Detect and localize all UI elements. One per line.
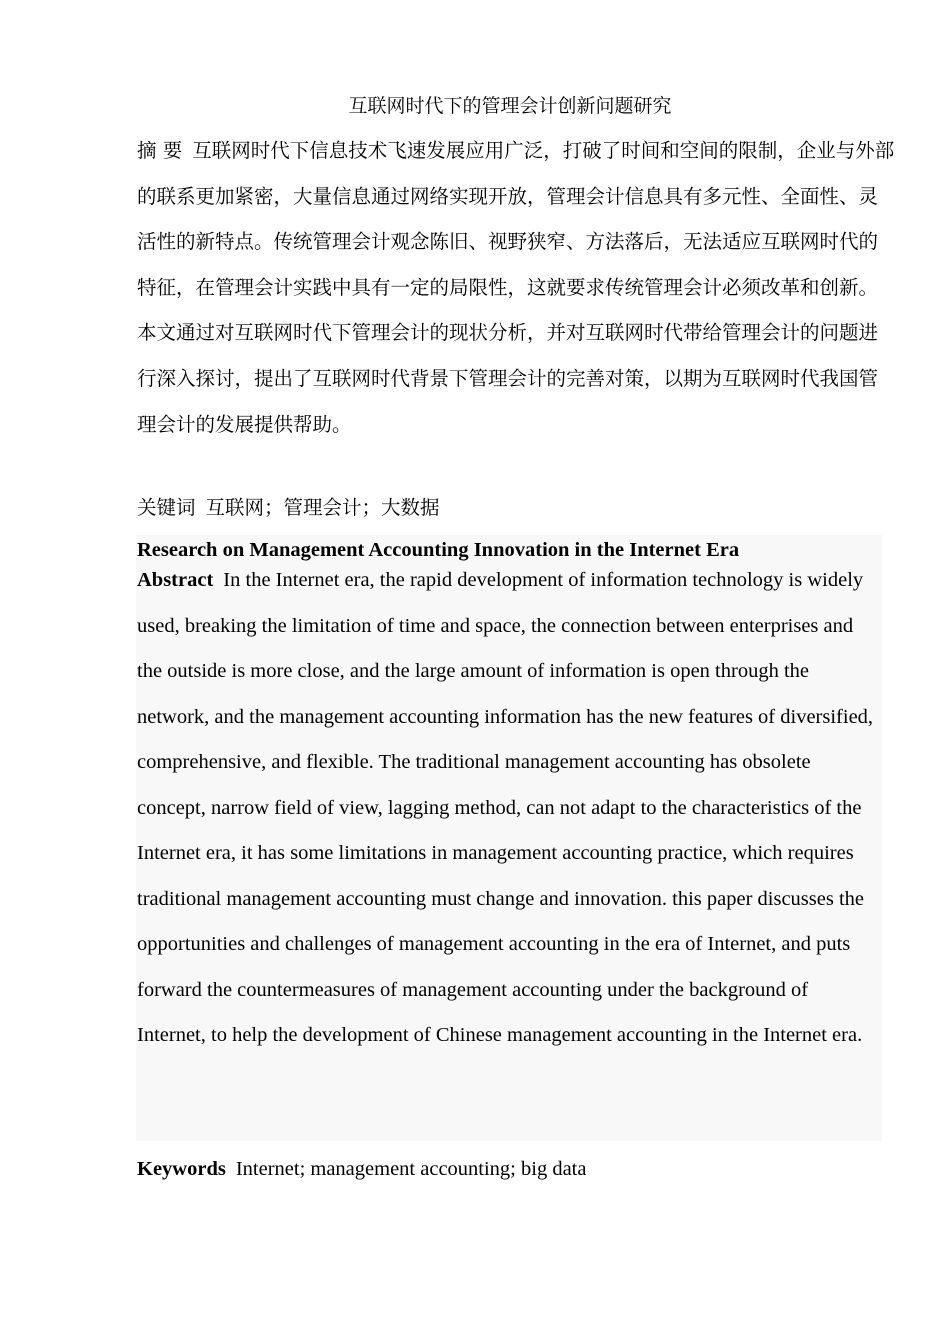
chinese-keywords-text: 互联网；管理会计；大数据: [205, 496, 440, 519]
english-keywords-text: Internet; management accounting; big data: [235, 1158, 587, 1180]
english-abstract: [137, 558, 882, 1059]
english-title: Research on Management Accounting Innovation in the Internet Era: [137, 539, 740, 561]
english-keywords: [137, 1149, 897, 1189]
chinese-keywords-label: 关键词: [137, 496, 196, 519]
chinese-abstract-text: 互联网时代下信息技术飞速发展应用广泛，打破了时间和空间的限制，企业与外部的联系更加紧密，大量信息通过网络实现开放，管理会计信息具有多元性、全面性、灵活性的新特点。传统管理会计观念陈旧、视野狭窄、方法落后，无法适应互联网时代的特征，在管理会计实践中具有一定的局限性，这就要求传统管理会计必须改革和创新。本文通过对互联网时代下管理会计的现状分析，并对互联网时代带给管理会计的问题进行深入探讨，提出了互联网时代背景下管理会计的完善对策，以期为互联网时代我国管理会计的发展提供帮助。: [137, 139, 895, 436]
english-keywords-label: Keywords: [137, 1158, 226, 1180]
english-abstract-label: Abstract: [137, 569, 214, 591]
english-abstract-text: In the Internet era, the rapid development of information technology is widely used, breaking the limitation of time and space, the connection between enterprises and the outside is more close, and the large amount of information is open through the network, and the management accounting information has the new features of diversified, comprehensive, and flexible. The traditional management accounting has obsolete concept, narrow field of view, lagging method, can not adapt to the characteristics of the Internet era, it has some limitations in management accounting practice, which requires traditional management accounting must change and innovation. this paper discusses the opportunities and challenges of management accounting in the era of Internet, and puts forward the countermeasures of management accounting under the background of Internet, to help the development of Chinese management accounting in the Internet era.: [137, 569, 874, 1046]
chinese-title: 互联网时代下的管理会计创新问题研究: [348, 95, 672, 117]
chinese-abstract-label: 摘 要: [137, 139, 183, 162]
chinese-keywords: [137, 490, 897, 526]
chinese-abstract: [137, 128, 897, 447]
